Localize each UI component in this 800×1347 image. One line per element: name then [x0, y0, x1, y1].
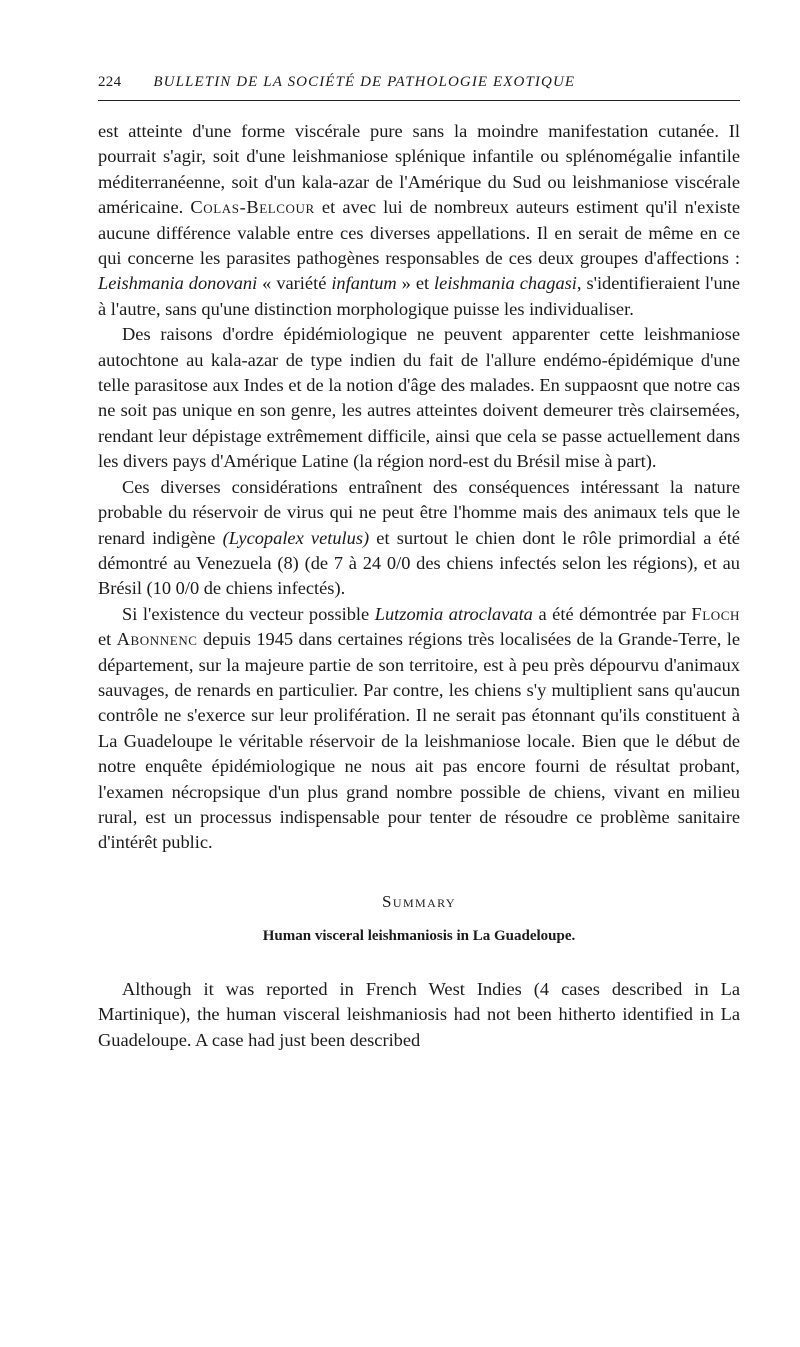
- paragraph-2: Des raisons d'ordre épidémiologique ne peuvent apparenter cette leishmaniose autochtone au kala-azar de type indien du fait de l'allure endémo-épidémique d'une telle parasitose aux Indes et de la notion d'âge des malades. En suppaosnt que notre cas ne soit pas unique en son genre, les autres atteintes doivent demeurer très clairsemées, rendant leur dépistage extrêmement difficile, ainsi que cela se passe actuellement dans les divers pays d'Amérique Latine (la région nord-est du Brésil mise à part).: [98, 324, 740, 472]
- species-name: leishmania chagasi: [434, 273, 577, 294]
- summary-heading: Summary: [382, 891, 456, 911]
- journal-title: BULLETIN DE LA SOCIÉTÉ DE PATHOLOGIE EXOTIQUE: [153, 74, 576, 90]
- body-text: [98, 119, 740, 856]
- summary-text: [98, 977, 740, 1053]
- species-name: infantum: [331, 273, 397, 294]
- paragraph-3: Ces diverses considérations entraînent des conséquences intéressant la nature probable du réservoir de virus qui ne peut être l'homme mais des animaux tels que le renard indigène (Lycopalex vetulus) et surtout le chien dont le rôle primordial a été démontré au Venezuela (8) (de 7 à 24 0/0 des chiens infectés selon les régions), et au Brésil (10 0/0 de chiens infectés).: [98, 476, 740, 599]
- author-name: Colas-Belcour: [190, 197, 315, 218]
- page: [98, 74, 740, 1053]
- species-name: (Lycopalex vetulus): [222, 527, 370, 548]
- species-name: Lutzomia atroclavata: [374, 603, 533, 624]
- page-number: 224: [98, 74, 122, 90]
- running-head: [98, 74, 740, 101]
- summary-title: Human visceral leishmaniosis in La Guadeloupe.: [262, 927, 576, 944]
- paragraph-1: est atteinte d'une forme viscérale pure sans la moindre manifestation cutanée. Il pourrait s'agir, soit d'une leishmaniose splénique infantile ou splénomégalie infantile méditerranéenne, soit d'un kala-azar de l'Amérique du Sud ou leishmaniose viscérale américaine. Colas-Belcour et avec lui de nombreux auteurs estiment qu'il n'existe aucune différence valable entre ces diverses appellations. Il en serait de même en ce qui concerne les parasites pathogènes responsables de ces deux groupes d'affections : Leishmania donovani « variété infantum » et leishmania chagasi, s'identifieraient l'une à l'autre, sans qu'une distinction morphologique puisse les individualiser.: [98, 121, 741, 319]
- author-name: Abonnenc: [116, 629, 198, 650]
- paragraph-4: Si l'existence du vecteur possible Lutzomia atroclavata a été démontrée par Floch et Abonnenc depuis 1945 dans certaines régions très localisées de la Grande-Terre, le département, sur la majeure partie de son territoire, est à peu près dépourvu d'animaux sauvages, de renards en particulier. Par contre, les chiens s'y multiplient sans qu'aucun contrôle ne s'exerce sur leur prolifération. Il ne serait pas étonnant qu'ils constituent à La Guadeloupe le véritable réservoir de la leishmaniose locale. Bien que le début de notre enquête épidémiologique ne nous ait pas encore fourni de résultat probant, l'examen nécropsique d'un plus grand nombre possible de chiens, vivant en milieu rural, est un processus indispensable pour tenter de résoudre ce problème sanitaire d'intérêt public.: [98, 603, 740, 853]
- summary-paragraph: Although it was reported in French West Indies (4 cases described in La Martinique), the human visceral leishmaniosis had not been hitherto identified in La Guadeloupe. A case had just been described: [98, 978, 740, 1050]
- species-name: Leishmania donovani: [98, 273, 258, 294]
- author-name: Floch: [691, 603, 740, 624]
